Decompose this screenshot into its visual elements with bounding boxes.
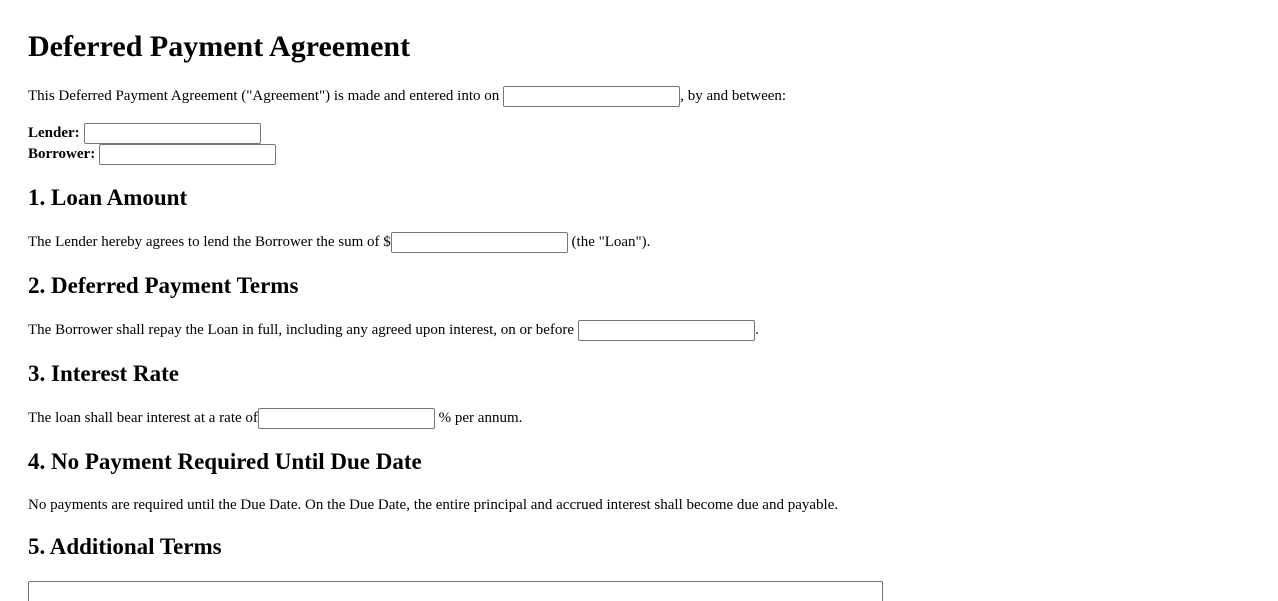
interest-rate-input[interactable]	[258, 408, 435, 429]
loan-amount-input[interactable]	[391, 232, 568, 253]
section-heading-no-payment: 4. No Payment Required Until Due Date	[28, 449, 422, 474]
interest-rate-text: The loan shall bear interest at a rate of	[28, 410, 258, 426]
loan-amount-text-end: (the "Loan").	[567, 234, 651, 250]
section-heading-interest-rate: 3. Interest Rate	[28, 361, 179, 386]
lender-label: Lender:	[28, 125, 80, 141]
payment-terms-text: The Borrower shall repay the Loan in full, including any agreed upon interest, on or before	[28, 322, 575, 338]
no-payment-paragraph	[28, 494, 838, 516]
intro-text: This Deferred Payment Agreement ("Agreement") is made and entered into on	[28, 88, 500, 104]
loan-amount-paragraph	[28, 231, 650, 253]
intro-paragraph	[28, 85, 786, 107]
page-title: Deferred Payment Agreement	[28, 30, 411, 63]
borrower-input[interactable]	[99, 144, 276, 165]
section-heading-deferred-payment-terms: 2. Deferred Payment Terms	[28, 273, 299, 298]
lender-row	[28, 122, 261, 144]
section-heading-additional-terms: 5. Additional Terms	[28, 534, 222, 559]
additional-terms-textarea[interactable]	[28, 581, 883, 601]
borrower-label: Borrower:	[28, 146, 96, 162]
lender-input[interactable]	[84, 123, 261, 144]
agreement-date-input[interactable]	[503, 86, 680, 107]
borrower-row	[28, 143, 276, 165]
payment-terms-paragraph	[28, 319, 759, 341]
no-payment-text: No payments are required until the Due Date. On the Due Date, the entire principal and accrued interest shall become due and payable.	[28, 497, 839, 513]
payment-terms-text-end: .	[755, 322, 759, 338]
loan-amount-text: The Lender hereby agrees to lend the Borrower the sum of $	[28, 234, 391, 250]
interest-rate-paragraph	[28, 407, 522, 429]
intro-text-end: , by and between:	[680, 88, 787, 104]
interest-rate-text-end: % per annum.	[434, 410, 523, 426]
section-heading-loan-amount: 1. Loan Amount	[28, 185, 188, 210]
due-date-input[interactable]	[578, 320, 755, 341]
